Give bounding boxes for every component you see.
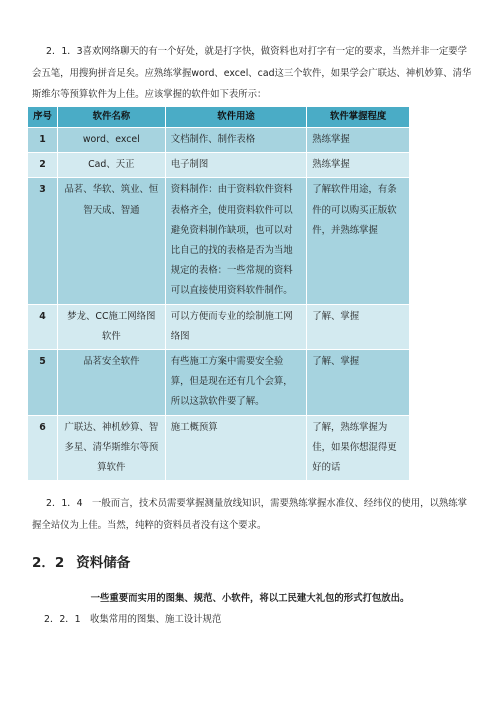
row-number: 3 [28, 178, 58, 304]
row-number: 6 [28, 415, 58, 481]
header-software-use: 软件用途 [165, 107, 307, 128]
row-software-name: 梦龙、CC施工网络图软件 [57, 304, 165, 349]
table-row [28, 178, 410, 304]
section-heading [32, 551, 130, 571]
row-software-name: 广联达、神机妙算、智多星、清华斯维尔等预算软件 [57, 415, 165, 481]
subsection-heading: 2．2．1 收集常用的图集、施工设计规范 [44, 614, 222, 625]
software-table [27, 106, 410, 481]
row-mastery-level: 了解，熟练掌握为佳，如果你想混得更好的话 [307, 415, 410, 481]
table-row [28, 153, 410, 178]
row-software-use: 资料制作：由于资料软件资料表格齐全，使用资料软件可以避免资料制作缺项，也可以对比自己的找的表格是否为当地规定的表格：一些常规的资料可以直接使用资料软件制作。 [165, 178, 307, 304]
row-software-use: 有些施工方案中需要安全验算，但是现在还有几个会算，所以这款软件要了解。 [165, 350, 307, 416]
row-software-use: 文档制作、制作表格 [165, 128, 307, 153]
row-number: 5 [28, 350, 58, 416]
row-mastery-level: 了解、掌握 [307, 350, 410, 416]
table-header-row [28, 107, 410, 128]
row-software-use: 可以方便而专业的绘制施工网络图 [165, 304, 307, 349]
header-mastery-level: 软件掌握程度 [307, 107, 410, 128]
row-software-name: Cad、天正 [57, 153, 165, 178]
table-row [28, 350, 410, 416]
row-mastery-level: 熟练掌握 [307, 153, 410, 178]
table-row [28, 128, 410, 153]
row-software-name: 品茗安全软件 [57, 350, 165, 416]
row-number: 2 [28, 153, 58, 178]
section-title: 资料储备 [76, 555, 131, 571]
row-software-use: 电子制图 [165, 153, 307, 178]
section-number: 2．2 [32, 555, 65, 571]
row-number: 4 [28, 304, 58, 349]
row-software-name: 品茗、华软、筑业、恒智天成、智通 [57, 178, 165, 304]
intro-paragraph: 2．1．3喜欢网络聊天的有一个好处，就是打字快，做资料也对打字有一定的要求，当然并非一定要学会五笔，用搜狗拼音足矣。应熟练掌握word、excel、cad这三个软件，如果学会广联达、神机妙算、清华斯维尔等预算软件为上佳。应该掌握的软件如下表所示： [32, 46, 472, 100]
package-note: 一些重要而实用的图集、规范、小软件，将以工民建大礼包的形式打包放出。 [90, 593, 410, 604]
row-mastery-level: 熟练掌握 [307, 128, 410, 153]
row-number: 1 [28, 128, 58, 153]
row-mastery-level: 了解、掌握 [307, 304, 410, 349]
table-row [28, 415, 410, 481]
header-number: 序号 [28, 107, 58, 128]
table-row [28, 304, 410, 349]
row-software-name: word、excel [57, 128, 165, 153]
surveying-paragraph: 2．1．4 一般而言，技术员需要掌握测量放线知识，需要熟练掌握水准仪、经纬仪的使用，以熟练掌握全站仪为上佳。当然，纯粹的资料员者没有这个要求。 [32, 498, 468, 531]
header-software-name: 软件名称 [57, 107, 165, 128]
row-mastery-level: 了解软件用途，有条件的可以购买正版软件，并熟练掌握 [307, 178, 410, 304]
row-software-use: 施工概预算 [165, 415, 307, 481]
